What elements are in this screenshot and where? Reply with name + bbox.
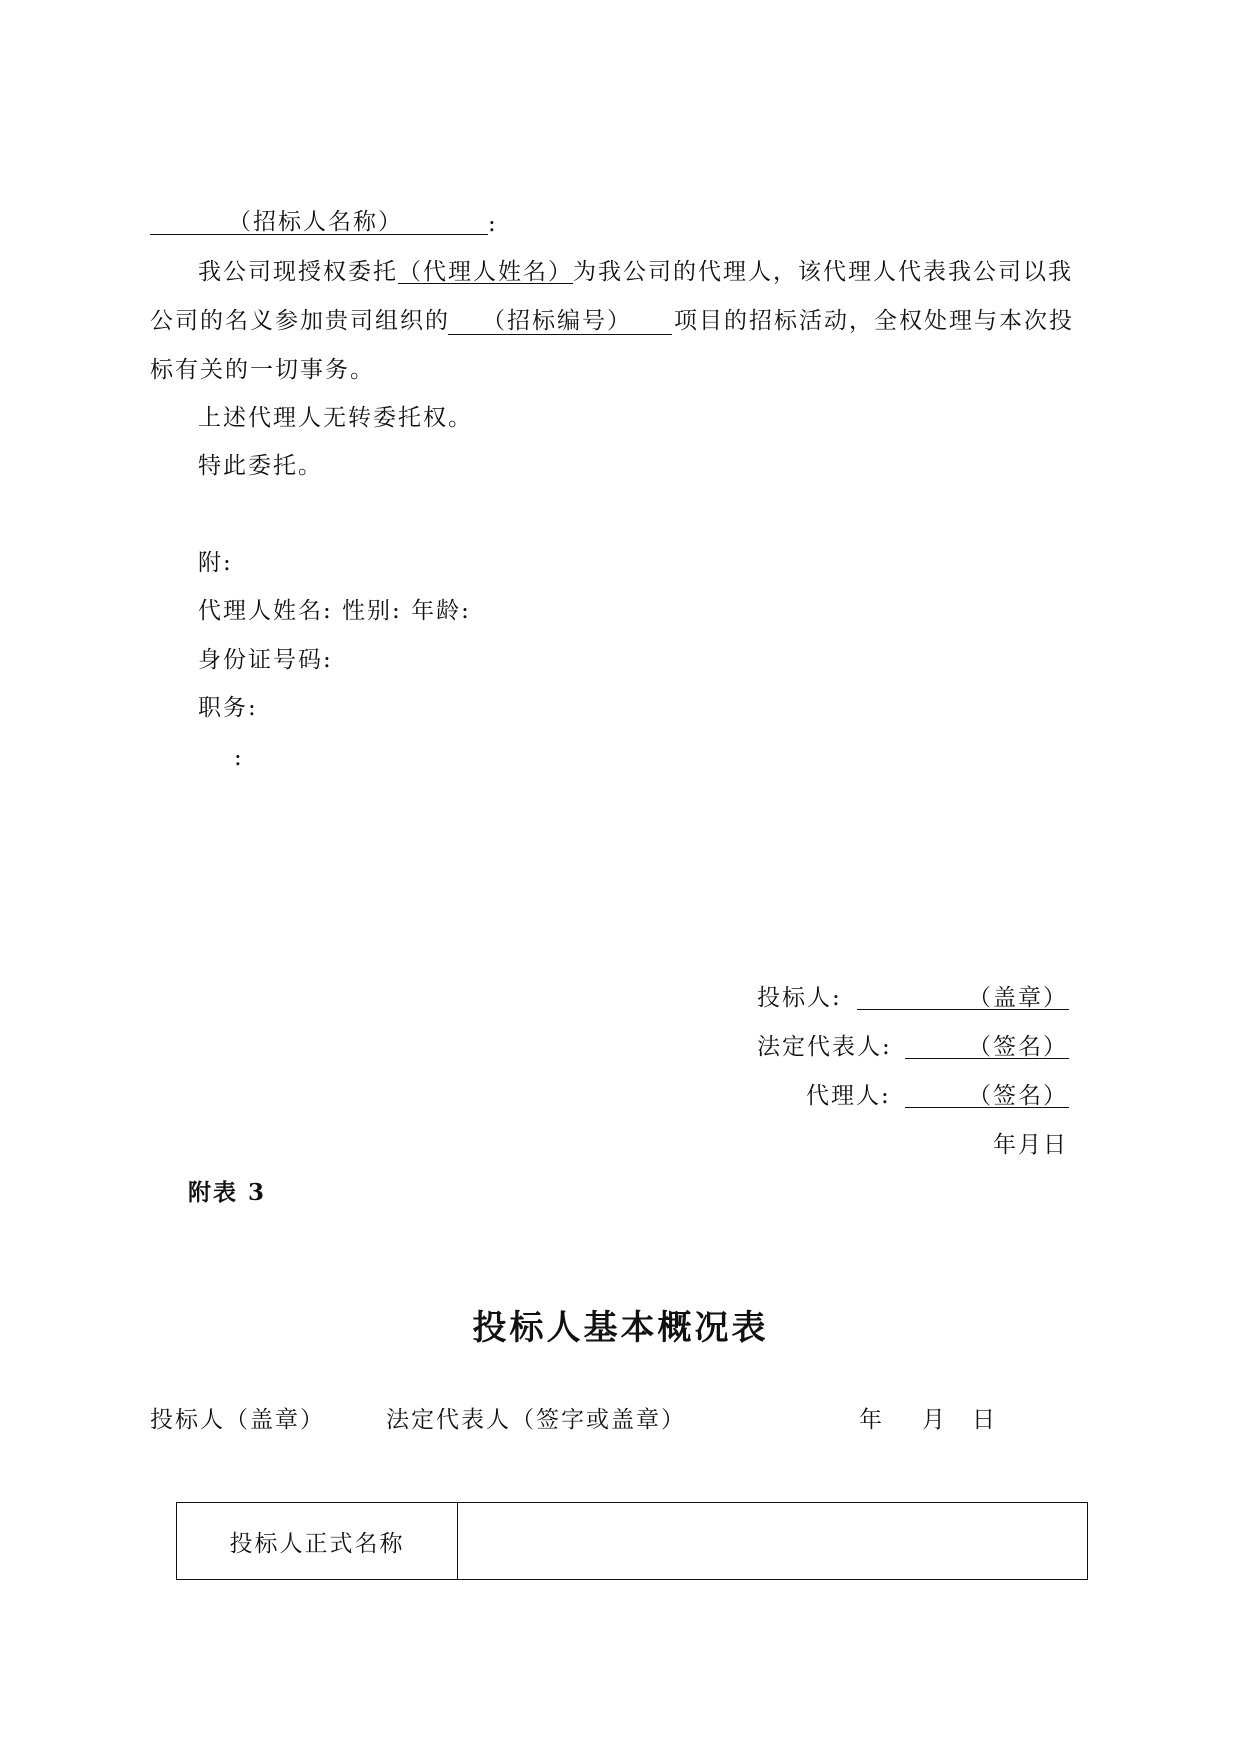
position-label: 职务: <box>198 695 258 721</box>
authorization-paragraph-line2 <box>150 306 450 336</box>
bidder-seal-label: 投标人: <box>757 985 842 1011</box>
table-cell-label: 投标人正式名称 <box>177 1503 458 1580</box>
recipient-colon: : <box>488 211 498 237</box>
header-year: 年 <box>859 1407 884 1433</box>
agent-signature-hint: （签名） <box>968 1083 1068 1109</box>
signature-date: 年月日 <box>993 1132 1068 1158</box>
attachment-label: 附: <box>198 550 233 576</box>
bidder-seal-hint: （盖章） <box>968 985 1068 1011</box>
no-subdelegation-paragraph: 上述代理人无转委托权。 <box>198 405 473 431</box>
bidder-info-table <box>176 1502 1088 1580</box>
header-bidder-seal: 投标人（盖章） <box>150 1407 325 1433</box>
paragraph-text: 我公司现授权委托 <box>198 259 398 285</box>
table-cell-value[interactable] <box>458 1503 1088 1580</box>
page-title: 投标人基本概况表 <box>472 1308 769 1348</box>
authorization-paragraph-line3: 标有关的一切事务。 <box>150 357 375 383</box>
header-day: 日 <box>972 1407 997 1433</box>
recipient-placeholder: （招标人名称） <box>228 209 403 235</box>
paragraph-text: 项目的招标活动，全权处理与本次投 <box>674 308 1074 334</box>
agent-name-gender-age: 代理人姓名: 性别: 年龄: <box>198 598 471 624</box>
agent-name-placeholder: （代理人姓名） <box>398 259 573 285</box>
authorization-paragraph-line1 <box>198 257 1073 287</box>
stray-colon: : <box>234 745 244 771</box>
table-row <box>177 1503 1088 1580</box>
paragraph-text: 公司的名义参加贵司组织的 <box>150 308 450 334</box>
header-legal-rep: 法定代表人（签字或盖章） <box>386 1407 686 1433</box>
agent-signature-label: 代理人: <box>806 1083 891 1109</box>
hereby-authorized-paragraph: 特此委托。 <box>198 453 323 479</box>
paragraph-text: 为我公司的代理人，该代理人代表我公司以我 <box>573 259 1073 285</box>
appendix-label: 附表 3 <box>188 1179 267 1206</box>
header-month: 月 <box>922 1407 947 1433</box>
legal-rep-signature-label: 法定代表人: <box>757 1034 892 1060</box>
id-number-label: 身份证号码: <box>198 647 333 673</box>
bid-number-placeholder: （招标编号） <box>482 308 632 334</box>
legal-rep-signature-hint: （签名） <box>968 1034 1068 1060</box>
